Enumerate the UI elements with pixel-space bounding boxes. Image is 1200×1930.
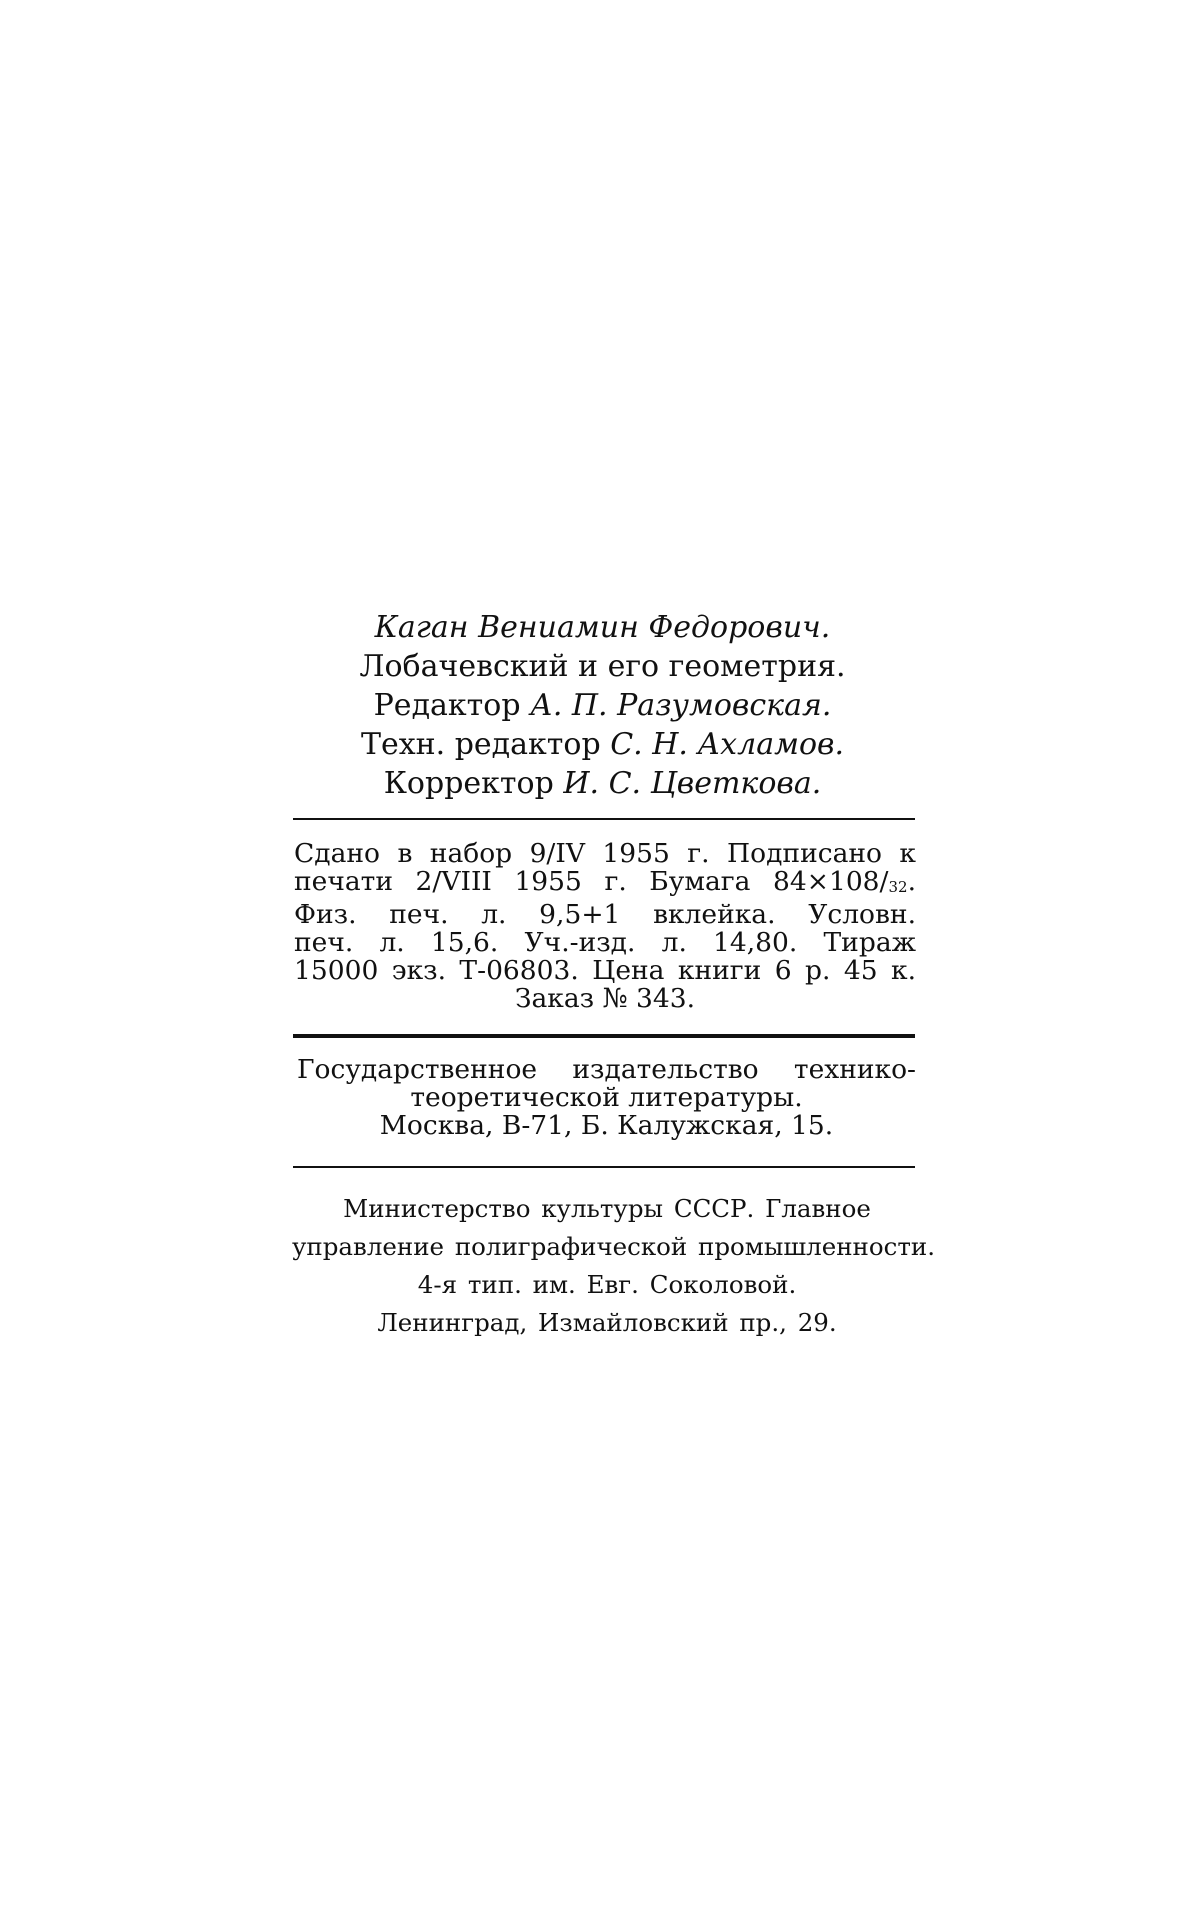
printer-address-line: Ленинград, Измайловский пр., 29. <box>377 1308 837 1337</box>
proofreader-name: И. С. Цветкова. <box>563 766 822 801</box>
credits-block <box>290 608 915 803</box>
imprint-line: 15000 экз. Т-06803. Цена книги 6 р. 45 к. <box>294 957 916 985</box>
imprint-block <box>294 840 916 1013</box>
imprint-line: Физ. печ. л. 9,5+1 вклейка. Условн. <box>294 901 916 929</box>
editor-label: Редактор <box>373 688 521 723</box>
editor-name: А. П. Разумовская. <box>530 688 832 723</box>
imprint-line-text: печати 2/VIII 1955 г. Бумага 84×108/ <box>294 868 889 897</box>
printer-line: 4-я тип. им. Евг. Соколовой. <box>417 1270 797 1299</box>
publisher-address-line: Москва, В-71, Б. Калужская, 15. <box>379 1110 834 1141</box>
publisher-block <box>297 1056 916 1140</box>
publisher-name-line: Государственное издательство технико- <box>297 1054 916 1085</box>
printer-line: Министерство культуры СССР. Главное <box>343 1194 871 1223</box>
imprint-line: печ. л. 15,6. Уч.-изд. л. 14,80. Тираж <box>294 929 916 957</box>
tech-editor-label: Техн. редактор <box>360 727 601 762</box>
printer-line: управление полиграфической промышленности. <box>292 1232 935 1261</box>
divider-rule <box>293 1166 915 1168</box>
divider-rule-thick <box>293 1034 915 1038</box>
book-title-line: Лобачевский и его геометрия. <box>359 649 846 684</box>
proofreader-line <box>290 764 915 803</box>
editor-line <box>290 686 915 725</box>
divider-rule <box>293 818 915 820</box>
paper-format-subscript: 32 <box>888 878 908 896</box>
tech-editor-name: С. Н. Ахламов. <box>610 727 845 762</box>
imprint-line-period: . <box>907 868 916 897</box>
printer-block <box>292 1190 935 1342</box>
tech-editor-line <box>290 725 915 764</box>
imprint-line: Сдано в набор 9/IV 1955 г. Подписано к <box>294 840 916 868</box>
publisher-name-line: теоретической литературы. <box>410 1082 803 1113</box>
order-number-line: Заказ № 343. <box>514 985 696 1013</box>
author-line: Каган Вениамин Федорович. <box>374 610 831 645</box>
proofreader-label: Корректор <box>383 766 554 801</box>
imprint-line <box>294 868 916 901</box>
